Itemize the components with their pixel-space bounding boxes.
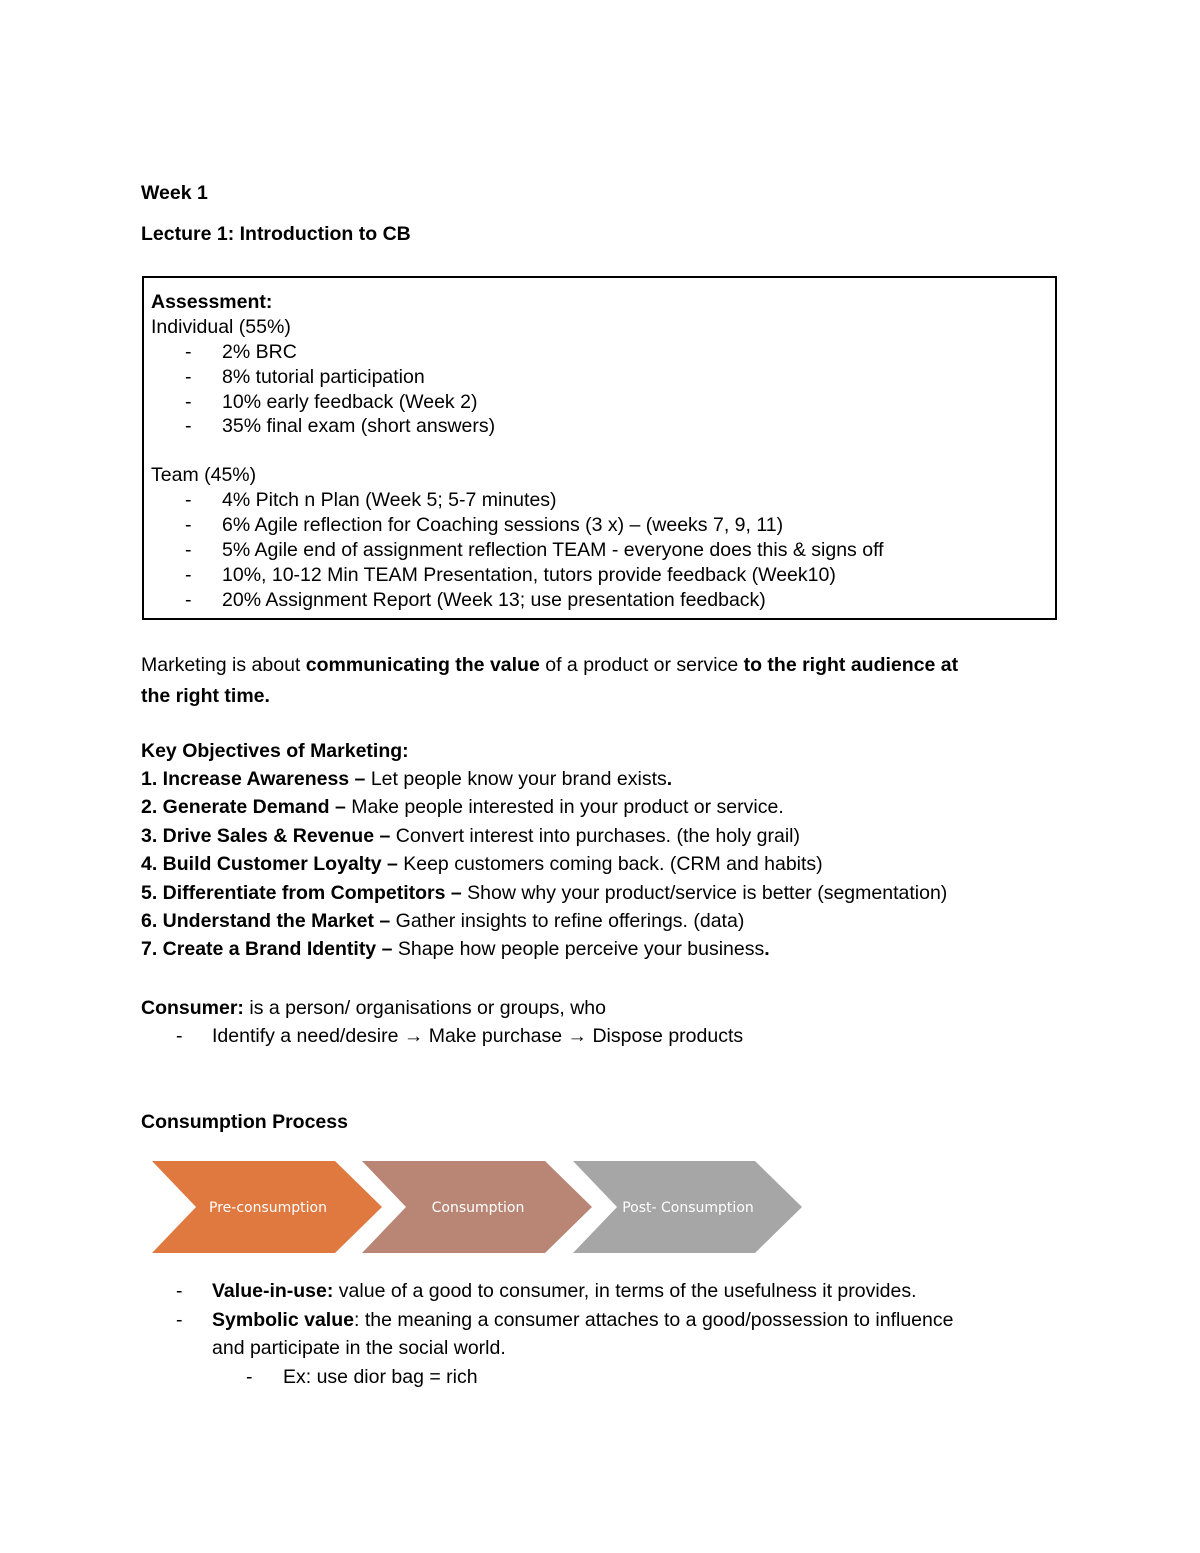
marketing-bold: communicating the value: [305, 654, 540, 676]
individual-label: Individual (55%): [151, 316, 291, 338]
objective-bold: 4. Build Customer Loyalty –: [141, 853, 398, 875]
team-item: 5% Agile end of assignment reflection TEAM - everyone does this & signs off: [222, 539, 884, 561]
lecture-heading: Lecture 1: Introduction to CB: [141, 223, 411, 245]
objective-text: Gather insights to refine offerings. (data): [390, 910, 745, 932]
symbolic-value-bold: Symbolic value: [212, 1309, 354, 1331]
objective-item: [141, 853, 823, 876]
marketing-bold: to the right audience at: [743, 654, 959, 676]
objective-text: Shape how people perceive your business: [392, 938, 765, 960]
list-dash: -: [185, 341, 192, 363]
consumer-definition: [141, 997, 606, 1020]
list-dash: -: [246, 1366, 253, 1388]
individual-item: 8% tutorial participation: [222, 366, 425, 388]
list-dash: -: [185, 589, 192, 611]
team-item: 10%, 10-12 Min TEAM Presentation, tutors provide feedback (Week10): [222, 564, 836, 586]
objective-end: .: [764, 938, 770, 960]
value-in-use-bold: Value-in-use:: [212, 1280, 334, 1302]
list-dash: -: [176, 1025, 183, 1047]
process-title: Consumption Process: [141, 1111, 348, 1133]
objective-item: [141, 825, 800, 848]
objective-text: Make people interested in your product or service.: [345, 796, 784, 818]
objective-text: Keep customers coming back. (CRM and habits): [397, 853, 823, 875]
pre-consumption-label: Pre-consumption: [209, 1200, 327, 1216]
assessment-title: Assessment:: [151, 291, 273, 313]
team-label: Team (45%): [151, 464, 257, 486]
value-in-use-text: value of a good to consumer, in terms of the usefulness it provides.: [333, 1280, 917, 1302]
list-dash: -: [176, 1280, 183, 1302]
symbolic-value-cont: and participate in the social world.: [212, 1337, 506, 1359]
example-text: Ex: use dior bag = rich: [283, 1366, 478, 1388]
consumer-text: is a person/ organisations or groups, who: [243, 997, 606, 1019]
objective-text: Let people know your brand exists: [365, 768, 667, 790]
objective-item: [141, 938, 770, 961]
list-dash: -: [185, 564, 192, 586]
consumer-bold: Consumer:: [141, 997, 244, 1019]
objective-bold: 5. Differentiate from Competitors –: [141, 882, 462, 904]
symbolic-value-text: : the meaning a consumer attaches to a good/possession to influence: [353, 1309, 954, 1331]
list-dash: -: [185, 539, 192, 561]
marketing-text: of a product or service: [539, 654, 744, 676]
objective-end: .: [666, 768, 673, 790]
list-dash: -: [185, 391, 192, 413]
individual-item: 35% final exam (short answers): [222, 415, 496, 437]
objective-bold: 7. Create a Brand Identity –: [141, 938, 393, 960]
consumption-label: Consumption: [431, 1200, 525, 1216]
list-dash: -: [185, 514, 192, 536]
objective-text: Convert interest into purchases. (the holy grail): [390, 825, 801, 847]
week-heading: Week 1: [141, 182, 208, 204]
consumer-bullet: Identify a need/desire → Make purchase → Dispose products: [212, 1025, 744, 1047]
list-dash: -: [176, 1309, 183, 1331]
list-dash: -: [185, 415, 192, 437]
objective-item: [141, 796, 784, 819]
objective-text: Show why your product/service is better (segmentation): [461, 882, 948, 904]
objective-bold: 1. Increase Awareness –: [141, 768, 366, 790]
team-item: 6% Agile reflection for Coaching sessions (3 x) – (weeks 7, 9, 11): [222, 514, 784, 536]
objective-item: [141, 768, 672, 791]
process-chevrons: [140, 1155, 810, 1259]
individual-item: 2% BRC: [222, 341, 297, 363]
marketing-line-2: the right time.: [141, 685, 270, 707]
team-item: 20% Assignment Report (Week 13; use presentation feedback): [222, 589, 766, 611]
list-dash: -: [185, 489, 192, 511]
objectives-title: Key Objectives of Marketing:: [141, 740, 409, 762]
objective-bold: 2. Generate Demand –: [141, 796, 346, 818]
marketing-line-1: [141, 654, 958, 677]
value-in-use: [212, 1280, 917, 1303]
objective-item: [141, 882, 947, 905]
marketing-text: Marketing is about: [141, 654, 306, 676]
objective-bold: 6. Understand the Market –: [141, 910, 391, 932]
team-item: 4% Pitch n Plan (Week 5; 5-7 minutes): [222, 489, 557, 511]
objective-item: [141, 910, 744, 933]
individual-item: 10% early feedback (Week 2): [222, 391, 478, 413]
list-dash: -: [185, 366, 192, 388]
symbolic-value: [212, 1309, 953, 1332]
post-consumption-label: Post- Consumption: [622, 1200, 754, 1216]
objective-bold: 3. Drive Sales & Revenue –: [141, 825, 391, 847]
